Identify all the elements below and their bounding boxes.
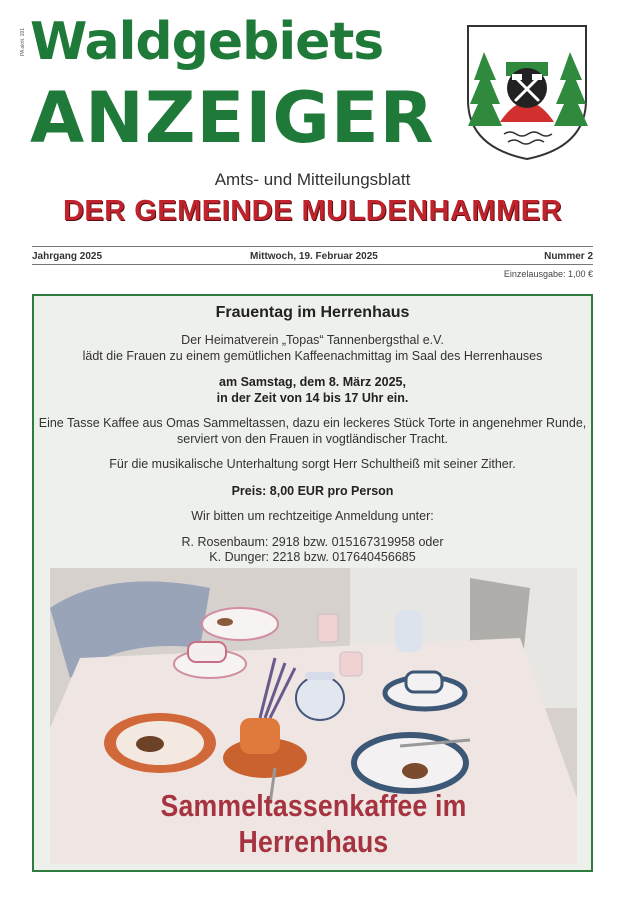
notice-register: Wir bitten um rechtzeitige Anmeldung unter: <box>191 509 434 523</box>
notice-title: Frauentag im Herrenhaus <box>215 304 410 321</box>
header-rule-bottom <box>32 264 593 265</box>
event-notice-box <box>32 294 593 872</box>
photo-caption: Sammeltassenkaffee im Herrenhaus <box>160 788 467 859</box>
subtitle: Amts- und Mitteilungsblatt <box>214 170 411 189</box>
municipality-banner: DER GEMEINDE MULDENHAMMER <box>62 195 563 227</box>
notice-contact-1: R. Rosenbaum: 2918 bzw. 015167319958 oder <box>181 535 444 549</box>
masthead-title-line2: ANZEIGER <box>30 77 435 159</box>
notice-music: Für die musikalische Unterhaltung sorgt Herr Schultheiß mit seiner Zither. <box>109 457 516 471</box>
masthead-title-line1: Waldgebiets <box>30 12 384 72</box>
notice-contact-2: K. Dunger: 2218 bzw. 017640456685 <box>209 550 416 564</box>
notice-intro-2: lädt die Frauen zu einem gemütlichen Kaffeenachmittag im Saal des Herrenhauses <box>82 349 543 363</box>
header-rule-top <box>32 246 593 247</box>
side-note: PA akrit. 191 <box>20 28 26 56</box>
notice-price: Preis: 8,00 EUR pro Person <box>231 484 394 498</box>
issue-info-bar <box>32 251 593 265</box>
issue-number: Nummer 2 <box>544 251 593 262</box>
notice-date-1: am Samstag, dem 8. März 2025, <box>219 375 406 389</box>
issue-date: Mittwoch, 19. Februar 2025 <box>250 251 378 262</box>
coffee-table-photo <box>50 568 577 864</box>
issue-volume: Jahrgang 2025 <box>32 251 103 262</box>
municipal-coat-of-arms-icon <box>464 22 590 162</box>
notice-intro-1: Der Heimatverein „Topas“ Tannenbergsthal e.V. <box>181 333 444 347</box>
notice-desc-1: Eine Tasse Kaffee aus Omas Sammeltassen, dazu ein leckeres Stück Torte in angenehmer Runde, <box>38 416 587 430</box>
notice-date-2: in der Zeit von 14 bis 17 Uhr ein. <box>216 391 409 405</box>
notice-desc-2: serviert von den Frauen in vogtländischer Tracht. <box>177 432 448 446</box>
single-issue-price: Einzelausgabe: 1,00 € <box>503 269 593 279</box>
